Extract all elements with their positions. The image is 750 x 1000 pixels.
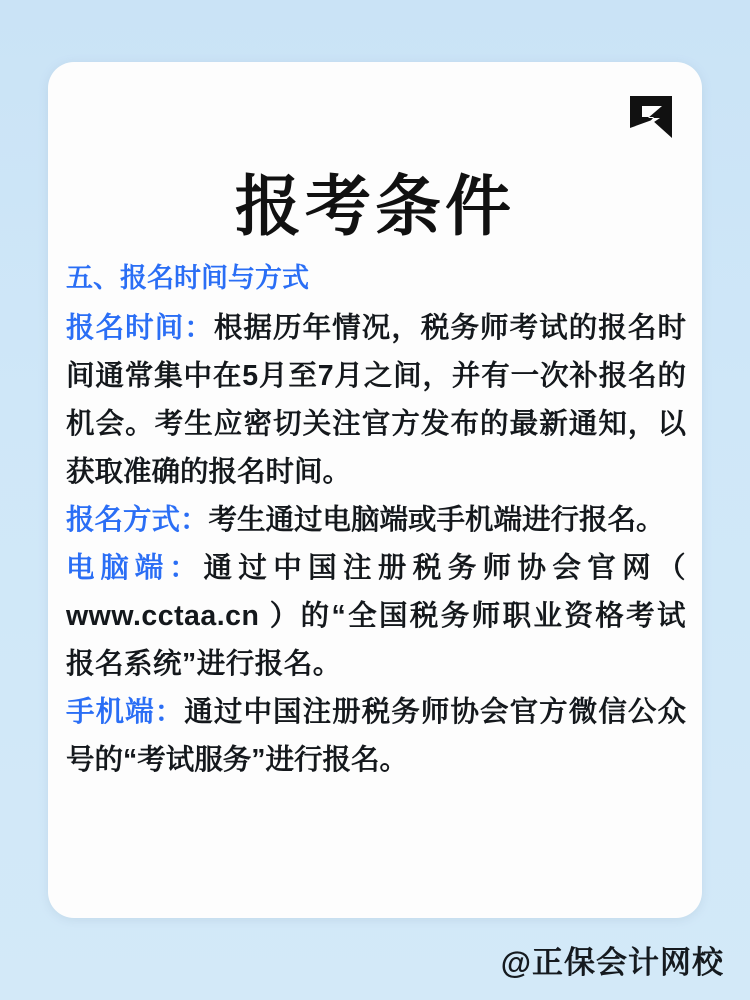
label-registration-method: 报名方式： (66, 504, 209, 536)
page-title: 报考条件 (235, 169, 515, 243)
article-body (66, 254, 686, 784)
text-registration-time: 根据历年情况，税务师考试的报名时间通常集中在5月至7月之间，并有一次补报名的机会。考生应密切关注官方发布的最新通知，以获取准确的报名时间。 (66, 312, 686, 488)
paragraph-registration-method (66, 496, 686, 544)
text-pc-channel: 通过中国注册税务师协会官网（ www.cctaa.cn ）的“全国税务师职业资格考试报名系统”进行报名。 (66, 552, 686, 680)
flag-corner-icon (628, 94, 674, 140)
label-mobile-channel: 手机端： (66, 696, 185, 728)
text-registration-method: 考生通过电脑端或手机端进行报名。 (208, 504, 665, 536)
paragraph-registration-time (66, 304, 686, 496)
text-mobile-channel: 通过中国注册税务师协会官方微信公众号的“考试服务”进行报名。 (66, 696, 686, 776)
paragraph-mobile-channel (66, 688, 686, 784)
watermark: @正保会计网校 (500, 945, 724, 980)
label-registration-time: 报名时间： (66, 312, 214, 344)
section-subheading: 五、报名时间与方式 (66, 263, 309, 293)
paragraph-pc-channel (66, 544, 686, 688)
label-pc-channel: 电脑端： (66, 552, 204, 584)
content-card (48, 62, 702, 918)
